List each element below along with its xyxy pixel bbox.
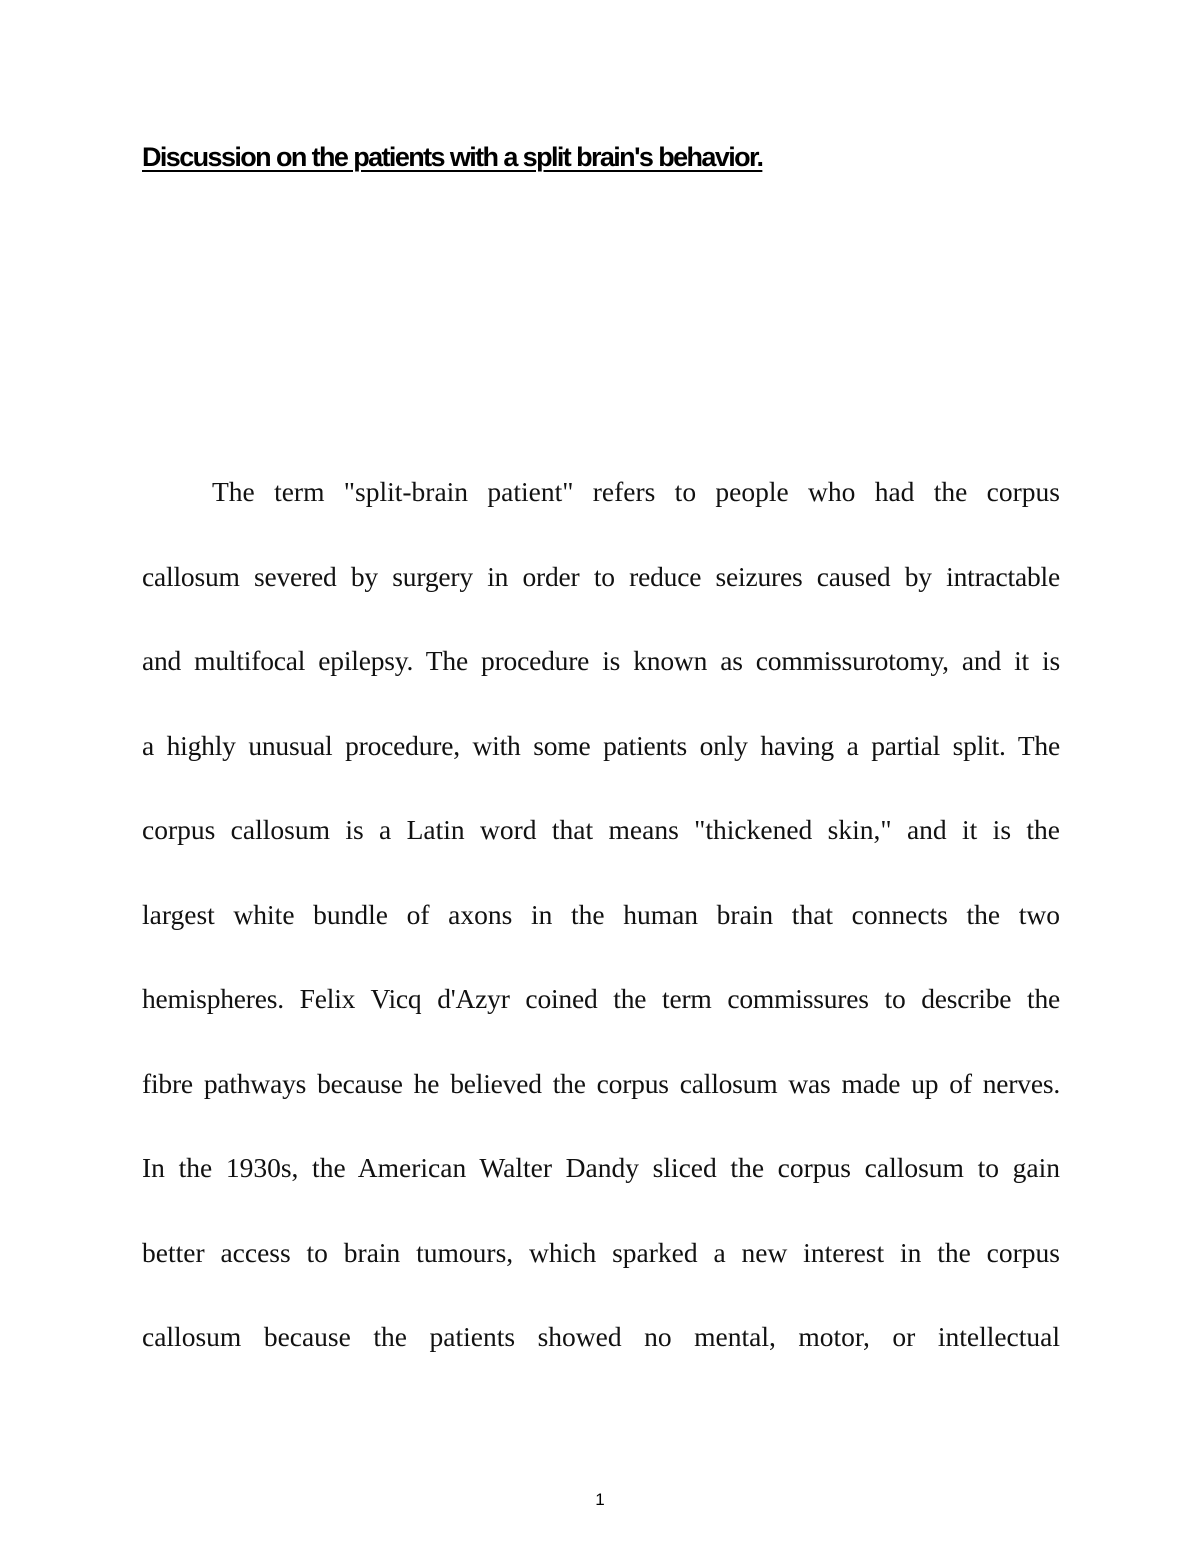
paragraph-line: callosum because the patients showed no mental, motor, or intellectual [142,1321,1060,1352]
paragraph-line: In the 1930s, the American Walter Dandy sliced the corpus callosum to gain [142,1152,1060,1183]
paragraph-line: callosum severed by surgery in order to reduce seizures caused by intractable [142,560,1060,592]
paragraph-line: better access to brain tumours, which sparked a new interest in the corpus [142,1236,1060,1268]
body-paragraph [142,450,1060,1380]
paragraph-line: largest white bundle of axons in the human brain that connects the two [142,898,1060,930]
paragraph-line: corpus callosum is a Latin word that means "thickened skin," and it is the [142,814,1060,845]
document-title: Discussion on the patients with a split brain's behavior. [142,142,763,172]
page-number: 1 [595,1490,605,1509]
paragraph-line: The term "split-brain patient" refers to people who had the corpus [212,476,1060,507]
paragraph-line: a highly unusual procedure, with some patients only having a partial split. The [142,729,1060,761]
paragraph-line: fibre pathways because he believed the corpus callosum was made up of nerves. [142,1067,1060,1099]
paragraph-line: and multifocal epilepsy. The procedure is known as commissurotomy, and it is [142,645,1060,676]
paragraph-line: hemispheres. Felix Vicq d'Azyr coined the term commissures to describe the [142,983,1060,1014]
